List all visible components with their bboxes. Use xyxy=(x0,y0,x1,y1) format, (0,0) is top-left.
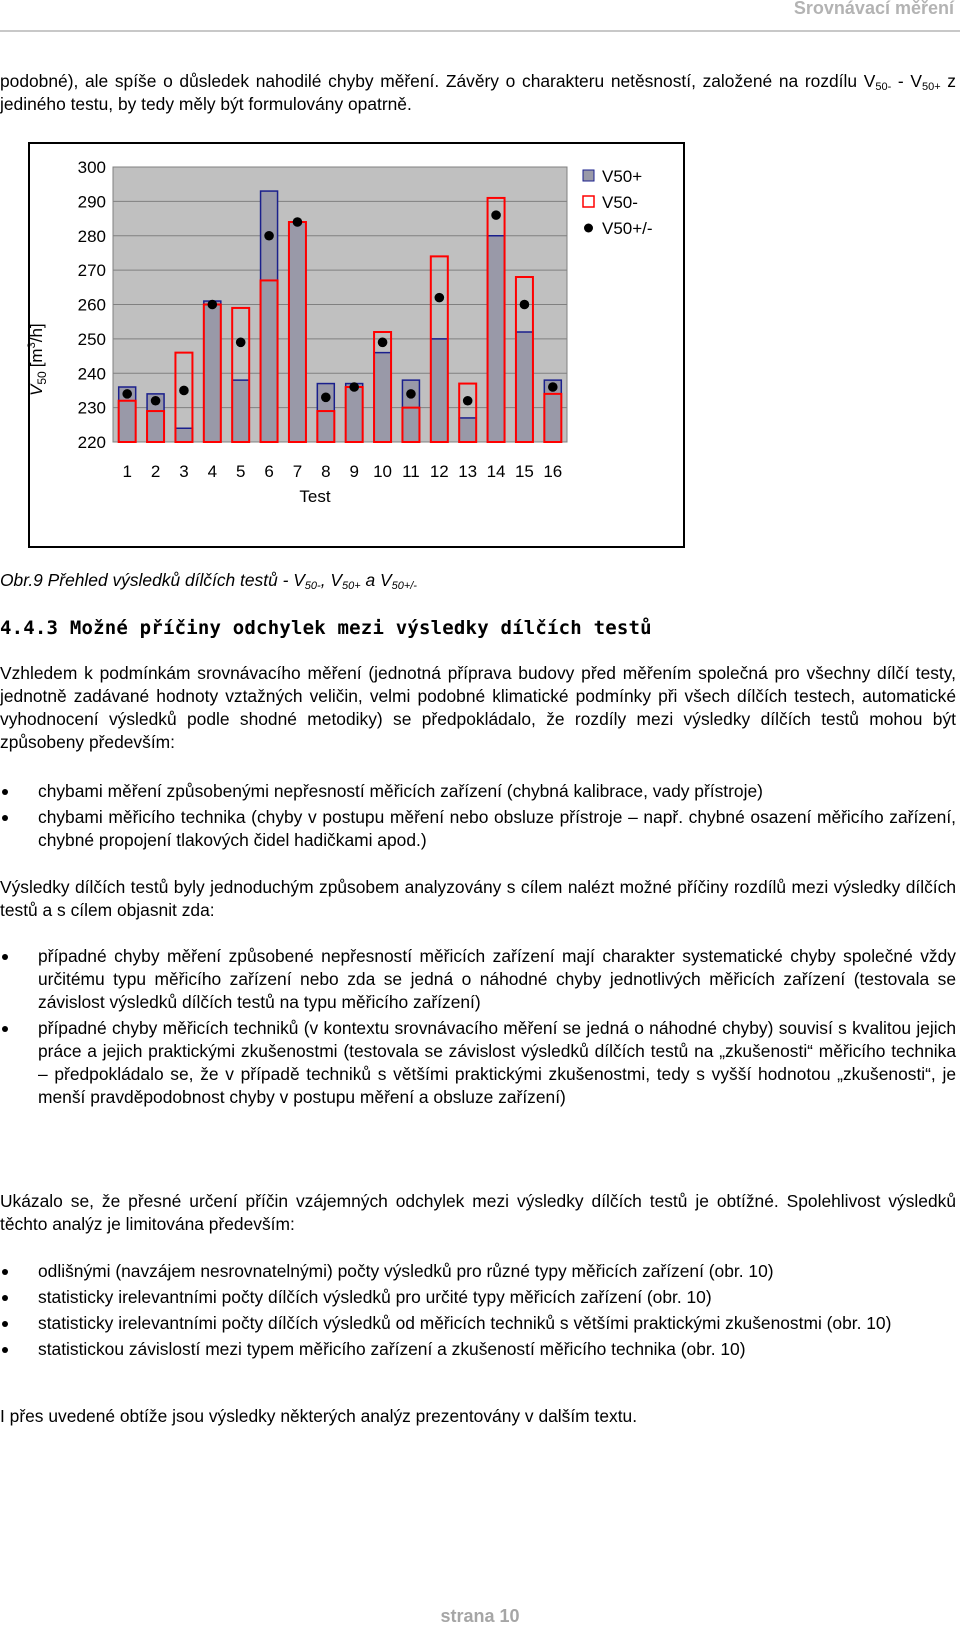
x-tick-label: 1 xyxy=(122,462,132,481)
intro-text-b: z jediného testu, by tedy měly být formulovány opatrně. xyxy=(0,71,957,114)
x-tick-label: 16 xyxy=(543,462,563,481)
bar-v50-plus xyxy=(346,384,363,442)
legend-label: V50- xyxy=(602,193,638,212)
marker-v50-mean xyxy=(236,338,246,348)
bar-v50-plus xyxy=(374,353,391,442)
caption-sub-1: 50- xyxy=(304,580,321,592)
bar-v50-plus xyxy=(459,418,476,442)
list-item: statistickou závislostí mezi typem měřicího zařízení a zkušeností měřicího technika (obr. 10) xyxy=(0,1338,956,1361)
body-paragraph-3: Ukázalo se, že přesné určení příčin vzájemných odchylek mezi výsledky dílčích testů je obtížné. Spolehlivost výsledků těchto analýz je limitována především: xyxy=(0,1191,956,1234)
y-tick-label: 220 xyxy=(77,433,106,452)
marker-v50-mean xyxy=(463,396,473,406)
chart-frame xyxy=(28,142,685,548)
x-tick-label: 10 xyxy=(373,462,393,481)
y-tick-label: 260 xyxy=(77,295,106,315)
x-tick-label: 6 xyxy=(264,462,274,481)
marker-v50-mean xyxy=(491,210,501,220)
marker-v50-mean xyxy=(378,338,388,348)
legend-label: V50+/- xyxy=(602,219,653,238)
legend-swatch-v50-plus xyxy=(583,170,594,181)
body-paragraph-1: Vzhledem k podmínkám srovnávacího měření (jednotná příprava budovy před měřením společná pro všechny dílčí testy, jednotně zadávané hodnoty vztažných veličin, velmi podobné klimatické podmínky při všech dílčích testech, automatické vyhodnocení výsledků podle shodné metodiky) se předpokládalo, že rozdíly mezi výsledky dílčích testů mohou být způsobeny především: xyxy=(0,663,956,752)
caption-sub-3: 50+/- xyxy=(391,580,417,592)
analysis-list xyxy=(0,945,956,1109)
x-tick-labels xyxy=(122,462,562,481)
bar-v50-plus xyxy=(232,380,249,442)
marker-v50-mean xyxy=(435,293,445,303)
x-tick-label: 9 xyxy=(349,462,359,481)
intro-paragraph xyxy=(0,70,956,116)
page-number: strana 10 xyxy=(440,1606,520,1626)
y-tick-label: 270 xyxy=(77,261,106,281)
list-item: odlišnými (navzájem nesrovnatelnými) počty výsledků pro různé typy měřicích zařízení (obr. 10) xyxy=(0,1260,956,1283)
marker-v50-mean xyxy=(122,389,132,399)
figure-caption xyxy=(0,570,417,591)
caption-sep-2: a V xyxy=(360,570,392,590)
limitation-list xyxy=(0,1260,956,1361)
x-tick-label: 2 xyxy=(150,462,161,481)
header-rule xyxy=(0,30,960,32)
x-tick-label: 13 xyxy=(458,462,478,481)
body-paragraph-4: I přes uvedené obtíže jsou výsledky některých analýz prezentovány v dalším textu. xyxy=(0,1406,638,1426)
y-tick-label: 280 xyxy=(77,226,106,246)
y-tick-label: 250 xyxy=(77,329,106,349)
y-axis-label-sub: 50 xyxy=(35,371,49,385)
legend-label: V50+ xyxy=(602,167,643,186)
y-tick-label: 300 xyxy=(77,158,106,177)
x-tick-label: 11 xyxy=(402,462,420,481)
y-tick-label: 240 xyxy=(77,364,106,384)
marker-v50-mean xyxy=(264,231,274,241)
marker-v50-mean xyxy=(151,396,161,406)
marker-v50-mean xyxy=(321,393,331,403)
bar-v50-plus xyxy=(261,191,278,442)
bar-v50-plus xyxy=(488,236,505,442)
marker-v50-mean xyxy=(520,300,530,310)
y-axis-label-main: V xyxy=(27,384,46,396)
y-axis-label-unit-a: [m xyxy=(27,348,46,368)
y-tick-label: 290 xyxy=(77,192,106,212)
legend xyxy=(583,167,653,238)
y-tick-labels xyxy=(78,158,106,452)
list-item: případné chyby měření způsobené nepřesností měřicích zařízení mají charakter systematické chyby společné vždy určitému typu měřicího zařízení nebo zda se jedná o náhodné chyby jednotlivých měřicích zařízení (testovala se závislost výsledků dílčích testů na typu měřicího zařízení) xyxy=(0,945,956,1014)
intro-sub-plus: 50+ xyxy=(921,81,941,93)
intro-sub-minus: 50- xyxy=(875,81,892,93)
caption-prefix: Obr.9 Přehled výsledků dílčích testů - V xyxy=(0,570,305,590)
section-heading: 4.4.3 Možné příčiny odchylek mezi výsledky dílčích testů xyxy=(0,617,652,639)
bar-v50-plus xyxy=(289,222,306,442)
legend-swatch-v50-minus xyxy=(583,196,594,207)
x-axis-label: Test xyxy=(299,487,331,506)
list-item: chybami měření způsobenými nepřesností měřicích zařízení (chybná kalibrace, vady přístroje) xyxy=(0,780,956,803)
bar-v50-plus xyxy=(204,301,221,442)
running-header: Srovnávací měření xyxy=(793,0,954,18)
y-axis-label xyxy=(26,323,49,396)
bar-v50-plus xyxy=(317,384,334,442)
body-paragraph-2: Výsledky dílčích testů byly jednoduchým způsobem analyzovány s cílem nalézt možné příčiny rozdílů mezi výsledky dílčích testů a s cílem objasnit zda: xyxy=(0,877,956,920)
marker-v50-mean xyxy=(208,300,218,310)
y-tick-label: 230 xyxy=(77,398,106,418)
bar-v50-plus xyxy=(431,339,448,442)
x-tick-label: 12 xyxy=(429,462,449,481)
marker-v50-mean xyxy=(179,386,189,396)
intro-dash: - V xyxy=(891,71,922,91)
intro-text-a: podobné), ale spíše o důsledek nahodilé chyby měření. Závěry o charakteru netěsností, založené na rozdílu V xyxy=(0,71,876,91)
list-item: případné chyby měřicích techniků (v kontextu srovnávacího měření se jedná o náhodné chyby) souvisí s kvalitou jejich práce a jejich praktickými zkušenostmi (testovala se závislost výsledků dílčích testů na „zkušenosti“ měřicího technika – předpokládalo se, že v případě techniků s většími praktickými zkušenostmi, tedy s vyšší hodnotou „zkušenosti“, je menší pravděpodobnost chyby v postupu měření a obsluze zařízení) xyxy=(0,1017,956,1109)
bar-chart xyxy=(26,144,683,546)
x-tick-label: 7 xyxy=(292,462,303,481)
x-tick-label: 8 xyxy=(321,462,331,481)
cause-list xyxy=(0,780,956,852)
bar-v50-plus xyxy=(516,332,533,442)
x-tick-label: 3 xyxy=(179,462,189,481)
caption-sep-1: , V xyxy=(320,570,342,590)
y-axis-label-unit-sup: 3 xyxy=(26,342,38,349)
x-tick-label: 5 xyxy=(235,462,246,481)
marker-v50-mean xyxy=(349,382,359,392)
marker-v50-mean xyxy=(406,389,416,399)
x-tick-label: 4 xyxy=(207,462,218,481)
caption-sub-2: 50+ xyxy=(341,580,361,592)
list-item: statisticky irelevantními počty dílčích výsledků od měřicích techniků s většími praktickými zkušenostmi (obr. 10) xyxy=(0,1312,956,1335)
marker-v50-mean xyxy=(548,382,558,392)
list-item: statisticky irelevantními počty dílčích výsledků pro určité typy měřicích zařízení (obr. 10) xyxy=(0,1286,956,1309)
y-axis-label-unit-b: /h] xyxy=(27,323,46,343)
x-tick-label: 14 xyxy=(486,462,506,481)
x-tick-label: 15 xyxy=(514,462,534,481)
legend-swatch-v50-mean xyxy=(584,224,593,233)
list-item: chybami měřicího technika (chyby v postupu měření nebo obsluze přístroje – např. chybné osazení měřicího zařízení, chybné propojení tlakových čidel hadičkami apod.) xyxy=(0,806,956,852)
marker-v50-mean xyxy=(293,217,303,227)
bar-v50-plus xyxy=(175,428,192,442)
